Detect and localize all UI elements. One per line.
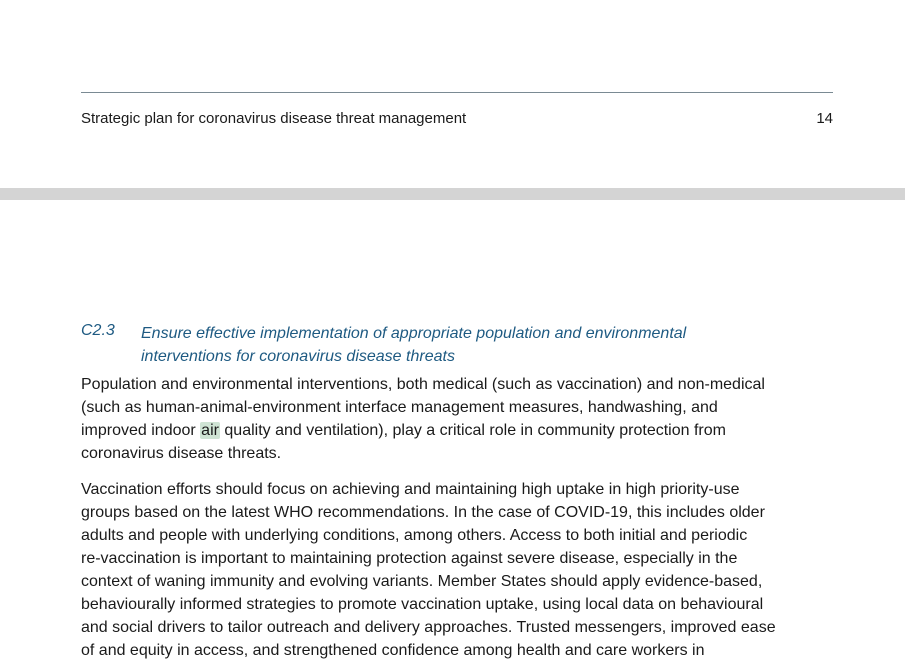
paragraph-line: adults and people with underlying conditions, among others. Access to both initial and periodic: [81, 527, 748, 544]
text-segment: quality and ventilation), play a critical role in community protection from: [219, 422, 726, 439]
paragraph-line: and social drivers to tailor outreach and delivery approaches. Trusted messengers, improved ease: [81, 619, 776, 636]
paragraph-line: coronavirus disease threats.: [81, 445, 282, 462]
paragraph-line: behaviourally informed strategies to promote vaccination uptake, using local data on behavioural: [81, 596, 764, 613]
paragraph-line: re-vaccination is important to maintaining protection against severe disease, especially in the: [81, 550, 738, 567]
text-segment: improved indoor: [81, 422, 201, 439]
paragraph-line: Vaccination efforts should focus on achieving and maintaining high uptake in high priority-use: [81, 481, 740, 498]
paragraph-line: [81, 419, 833, 442]
running-header-title: Strategic plan for coronavirus disease threat management: [81, 110, 467, 127]
paragraph-line: of and equity in access, and strengthened confidence among health and care workers in: [81, 642, 705, 659]
paragraph-2: [81, 478, 833, 662]
paragraph-line: context of waning immunity and evolving variants. Member States should apply evidence-based,: [81, 573, 763, 590]
page-number: 14: [816, 110, 833, 127]
search-highlight: air: [201, 422, 219, 439]
section-number: C2.3: [81, 322, 115, 339]
previous-page: [0, 0, 905, 188]
section-heading: [141, 322, 821, 368]
page-separator: [0, 188, 905, 200]
paragraph-1: [81, 373, 833, 465]
section-heading-line: Ensure effective implementation of appropriate population and environmental: [141, 325, 687, 342]
header-rule: [81, 92, 833, 93]
paragraph-line: (such as human-animal-environment interface management measures, handwashing, and: [81, 399, 718, 416]
paragraph-line: Population and environmental interventions, both medical (such as vaccination) and non-medical: [81, 376, 765, 393]
paragraph-line: groups based on the latest WHO recommendations. In the case of COVID-19, this includes older: [81, 504, 765, 521]
section-heading-line: interventions for coronavirus disease threats: [141, 348, 455, 365]
